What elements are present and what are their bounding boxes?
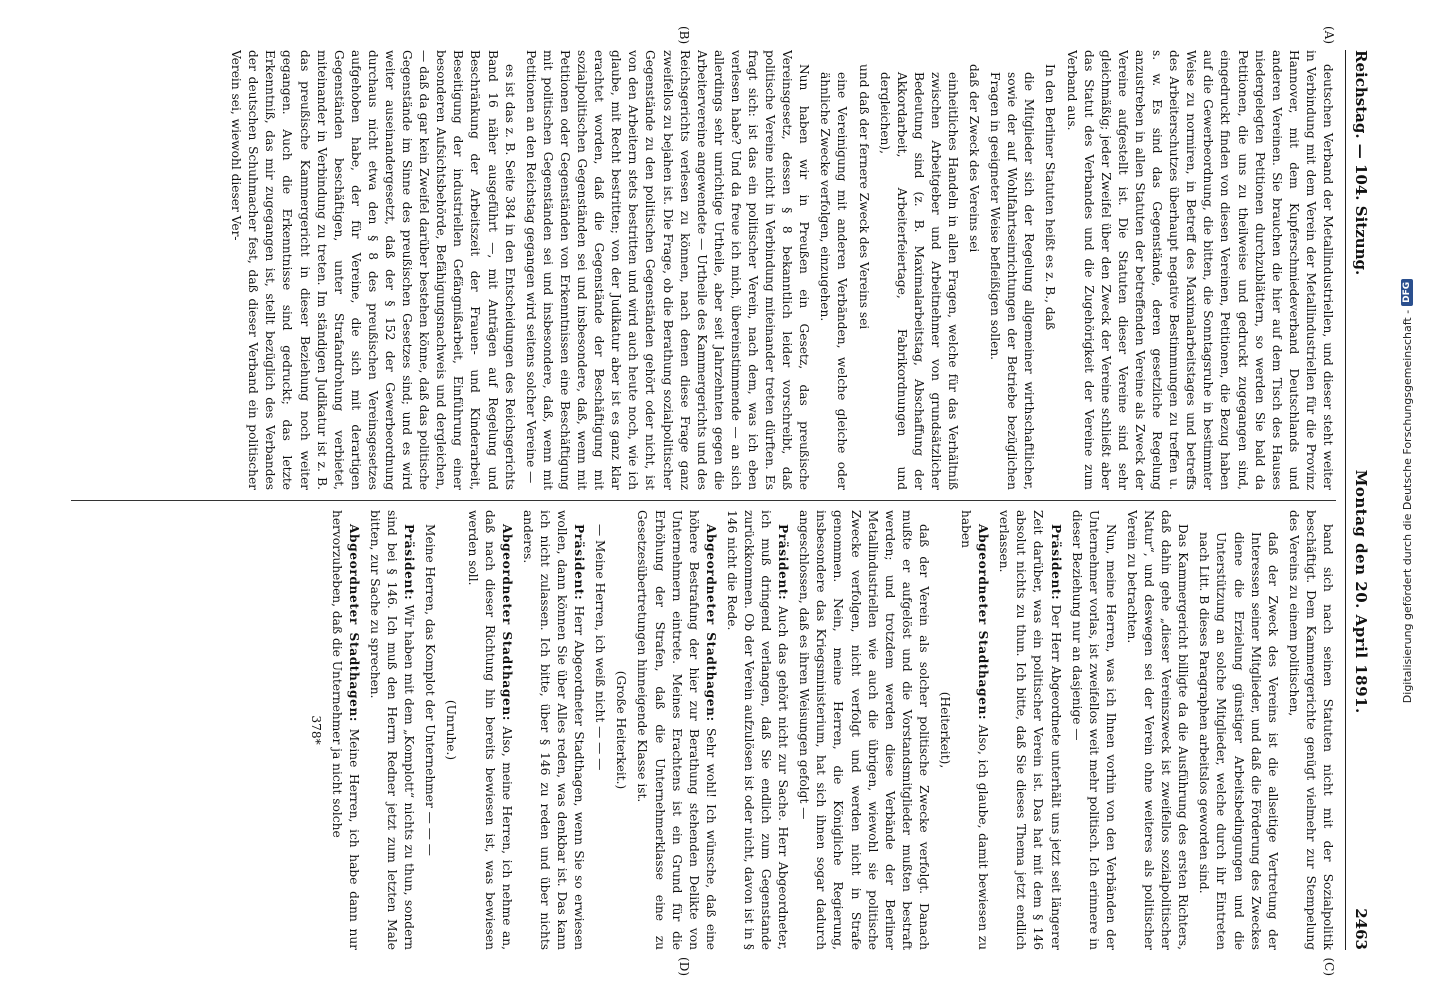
paragraph: daß der Zweck des Vereins sei	[967, 64, 982, 253]
paragraph: Nun, meine Herren, was ich Ihnen vorhin von den Verbänden der Unternehmer vorlas, ist zweifellos weit mehr politisch. Ich erinnere in dieser Beziehung nur an dasjenige —	[1069, 510, 1118, 950]
speech-text: Sehr wohl! Ich wünsche, daß eine höhere Bestrafung der hier zur Berathung stehenden Delikte von Unternehmern eintrete. Meines Erachtens ist ein Grund für die Erhöhung der Strafen, daß die Unternehmerklasse eine zu Gesetzesübertretungen hinneigende Klasse ist.	[635, 510, 718, 950]
left-column	[71, 50, 1336, 490]
speaker-name: Präsident:	[776, 524, 791, 601]
header-left: Reichstag. — 104. Sitzung.	[1352, 50, 1370, 276]
speech-stadthagen	[328, 510, 362, 950]
margin-marker-a: (A)	[1322, 26, 1336, 45]
digitization-caption	[1396, 41, 1418, 941]
speech-text: Wir haben mit dem „Komplott“ nichts zu thun, sondern sind bei § 146. Ich muß den Herrn Redner jetzt zum letzten Male bitten, zur Sache zu sprechen.	[368, 510, 417, 950]
speaker-name: Abgeordneter Stadthagen:	[976, 524, 991, 721]
speech-president	[995, 510, 1063, 950]
speaker-name: Präsident:	[402, 524, 417, 601]
margin-marker-c: (C)	[1322, 957, 1336, 976]
margin-marker-d: (D)	[677, 957, 691, 976]
quote: einheitliches Handeln in allen Fragen, welche für das Verhältniß zwischen Arbeitgeber und Arbeitnehmer von grundsätzlicher Bedeutung sind (z. B. Maximalarbeitstag, Abschaffung der Akkordarbeit, Arbeiterfeiertage, Fabrikordnungen und dergleichen),	[877, 72, 961, 490]
paragraph: und daß der fernere Zweck des Vereins sei	[856, 64, 871, 330]
header-page-number: 2463	[1352, 908, 1370, 950]
paragraph: es ist das z. B. Seite 384 in den Entscheidungen des Reichsgerichts Band 16 näher ausgeführt —, mit Anträgen auf Regelung und Beschränkung der Arbeitszeit der Frauen- und Kinderarbeit, Beseitigung der industriellen Gefängnißarbeit, Einführung einer besonderen Aufsichtsbehörde, Befähigungsnachweis und dergleichen, — daß da gar kein Zweifel darüber bestehen könne, daß das politische Gegenstände im Sinne des preußischen Gesetzes sind; und es wird weiter auseinandergesetzt, daß der § 152 der Gewerbeordnung durchaus nicht etwa den § 8 des preußischen Vereinsgesetzes aufgehoben habe, der für Vereine, die sich mit derartigen Gegenständen beschäftigen, unter Strafandrohung verbietet, miteinander in Verbindung zu treten. Im ständigen Judikatur ist z. B. das preußische Kammergericht in dieser Beziehung noch weiter gegangen. Auch die Erkenntnisse sind gedruckt; das letzte Erkenntniß, das mir zugegangen ist, stellt bezüglich des Verbandes der deutschen Schuhmacher fest, daß dieser Verband ein politischer Verein sei, wiewohl dieser Ver-	[229, 50, 517, 490]
interjection: (Heiterkeit),	[938, 691, 953, 769]
speech-text: Also, ich glaube, damit bewiesen zu haben	[959, 510, 991, 950]
caption-text: Digitalisierung gefördert durch die Deutsche Forschungsgemeinschaft -	[1400, 309, 1414, 704]
paragraph: — Meine Herren, ich weiß nicht — — —	[593, 524, 608, 771]
dfg-logo: DFG	[1401, 279, 1413, 306]
speaker-name: Abgeordneter Stadthagen:	[347, 524, 362, 723]
header-center: Montag den 20. April 1891.	[1352, 469, 1370, 714]
speech-stadthagen	[957, 510, 991, 950]
speaker-name: Abgeordneter Stadthagen:	[499, 524, 514, 721]
paragraph: band sich nach seinen Statuten nicht mit der Sozialpolitik beschäftigt. Dem Kammergerichte genügt vielmehr zur Stempelung des Vereins zu einem politischen,	[1286, 510, 1335, 950]
speaker-name: Abgeordneter Stadthagen:	[703, 524, 718, 722]
page-header	[1350, 50, 1372, 950]
header-rule	[1345, 50, 1346, 950]
interjection: (Unruhe.)	[444, 699, 459, 761]
paragraph: Das Kammergericht billigte da die Ausführung des ersten Richters, daß dahin gehe „dieser Vereinszweck ist zweifellos sozialpolitischer Natur“, und deswegen sei der Verein ohne weiteres als politischer Verein zu betrachten.	[1124, 510, 1191, 950]
right-column	[71, 510, 1336, 950]
paragraph: deutschen Verband der Metallindustriellen, und dieser steht weiter in Verbindung mit dem Verein der Metallindustriellen für die Provinz Hannover, mit dem Kupferschmiedeverband Deutschlands und anderen Vereinen. Sie brauchen die hier auf dem Tisch des Hauses niedergelegten Petitionen durchzublättern, so werden Sie bald da Petitionen, die uns zu theilweise und gedruckt zugegangen sind, eingedruckt finden von diesen Vereinen, Petitionen, die Bezug haben auf die Gewerbeordnung, die bitten, die Sonntagsruhe in bestimmter Weise zu normiren, in Betreff des Maximalarbeitstages und betreffs des Arbeiterschutzes überhaupt negative Bestimmungen zu treffen u. s. w. Es sind das Gegenstände, deren gesetzliche Regelung anzustreben in allen Statuten der betreffenden Vereine als Zweck der Vereine aufgestellt ist. Die Statuten dieser Vereine sind sehr gleichmäßig; jeder Zweifel über den Zweck der Vereine schließt aber das Statut des Verbandes und die Zugehörigkeit der Vereine zum Verband aus.	[1064, 50, 1335, 490]
paragraph: Meine Herren, das Komplot der Unternehmer — — —	[423, 524, 438, 856]
margin-marker-b: (B)	[677, 26, 691, 45]
signature-mark: 378*	[308, 715, 323, 745]
quote: die Mitglieder sich der Regelung allgemeiner wirthschaftlicher, sowie der auf Wohlfahrtseinrichtungen der Betriebe bezüglichen Fragen in geeigneter Weise befleißigen sollen.	[988, 72, 1037, 490]
interjection: (Große Heiterkeit.)	[614, 670, 629, 790]
speech-stadthagen	[464, 510, 515, 950]
paragraph: daß der Verein als solcher politische Zwecke verfolgt. Danach mußte er aufgelöst und die Vorstandsmitglieder mußten bestraft werden; und trotzdem werden diese Verbände der Berliner Metallindustriellen wie auch die übrigen, wiewohl sie politische Zwecke verfolgen, nicht verfolgt und werden nicht in Strafe genommen. Nein, meine Herren, die Königliche Regierung, insbesondere das Kriegsministerium, hat sich ihnen sogar dadurch angeschlossen, daß es ihren Weisungen gefolgt —	[797, 510, 931, 950]
paragraph: In den Berliner Statuten heißt es z. B., daß	[1043, 64, 1058, 331]
speech-text: Meine Herren, ich habe dann nur hervorzuheben, daß die Unternehmer ja nicht solche	[329, 510, 362, 950]
quote: daß der Zweck des Vereins ist die allseitige Vertretung der Interessen seiner Mitglieder, und daß die Förderung des Zweckes diene die Erzielung günstiger Arbeitsbedingungen und die Unterstützung an solche Mitglieder, welche durch ihr Eintreten nach Litt. B dieses Paragraphen arbeitslos geworden sind.	[1197, 532, 1280, 950]
speech-president	[723, 510, 791, 950]
paragraph: Nun haben wir in Preußen ein Gesetz, das preußische Vereinsgesetz, dessen § 8 bekanntlich leider vorschreibt, daß politische Vereine nicht in Verbindung miteinander treten dürften. Es fragt sich: ist das ein politischer Verein, nach dem, was ich eben verlesen habe? Und da freue ich mich, übereinstimmende — an sich allerdings sehr unrichtige Urtheile, aber seit Jahrzehnten gegen die Arbeitervereine angewendete — Urtheile des Kammergerichts und des Reichsgerichts verlesen zu können, nach denen diese Frage ganz zweifellos zu bejahen ist. Die Frage, ob die Berathung sozialpolitischer Gegenstände zu den politischen Gegenständen gehört oder nicht, ist von den Arbeitern stets bestritten und wird auch heute noch, wie ich glaube, mit Recht bestritten; von der Judikatur aber ist es ganz klar erachtet worden, daß die Gegenstände der Beschäftigung mit sozialpolitischen Gegenständen sei und insbesondere, daß, wenn mit Petitionen oder Gegenständen von Erkenntnissen eine Beschäftigung mit politischen Gegenständen sei und insbesondere, daß, wenn mit Petitionen an den Reichstag gegangen wird seitens solcher Vereine —	[523, 50, 812, 490]
speech-president	[519, 510, 587, 950]
column-divider	[71, 500, 1336, 501]
speech-text: Der Herr Abgeordnete unterhält uns jetzt seit längerer Zeit darüber, was ein politischer Verein ist. Das hat mit dem § 146 absolut nichts zu thun. Ich bitte, daß Sie dieses Thema jetzt endlich verlassen.	[997, 510, 1063, 950]
speech-text: Auch das gehört nicht zur Sache. Herr Abgeordneter, ich muß dringend verlangen, daß Sie endlich zum Gegenstande zurückkommen. Ob der Verein aufzulösen ist oder nicht, davon ist in § 146 nicht die Rede.	[724, 510, 791, 950]
speaker-name: Präsident:	[572, 524, 587, 601]
speech-stadthagen	[633, 510, 718, 950]
speech-text: Also, meine Herren, ich nehme an, daß nach dieser Richtung hin bereits bewiesen ist, was bewiesen werden soll.	[465, 510, 514, 950]
speech-text: Herr Abgeordneter Stadthagen, wenn Sie so erwiesen wollen, dann können Sie über Alles reden, was denkbar ist. Das kann ich nicht zulassen. Ich bitte, über § 146 zu reden und über nichts anderes.	[520, 510, 587, 950]
quote: eine Vereinigung mit anderen Verbänden, welche gleiche oder ähnliche Zwecke verfolgen, einzugehen.	[818, 72, 850, 490]
speech-president	[366, 510, 417, 950]
document-page	[36, 20, 1396, 980]
speaker-name: Präsident:	[1048, 524, 1063, 601]
